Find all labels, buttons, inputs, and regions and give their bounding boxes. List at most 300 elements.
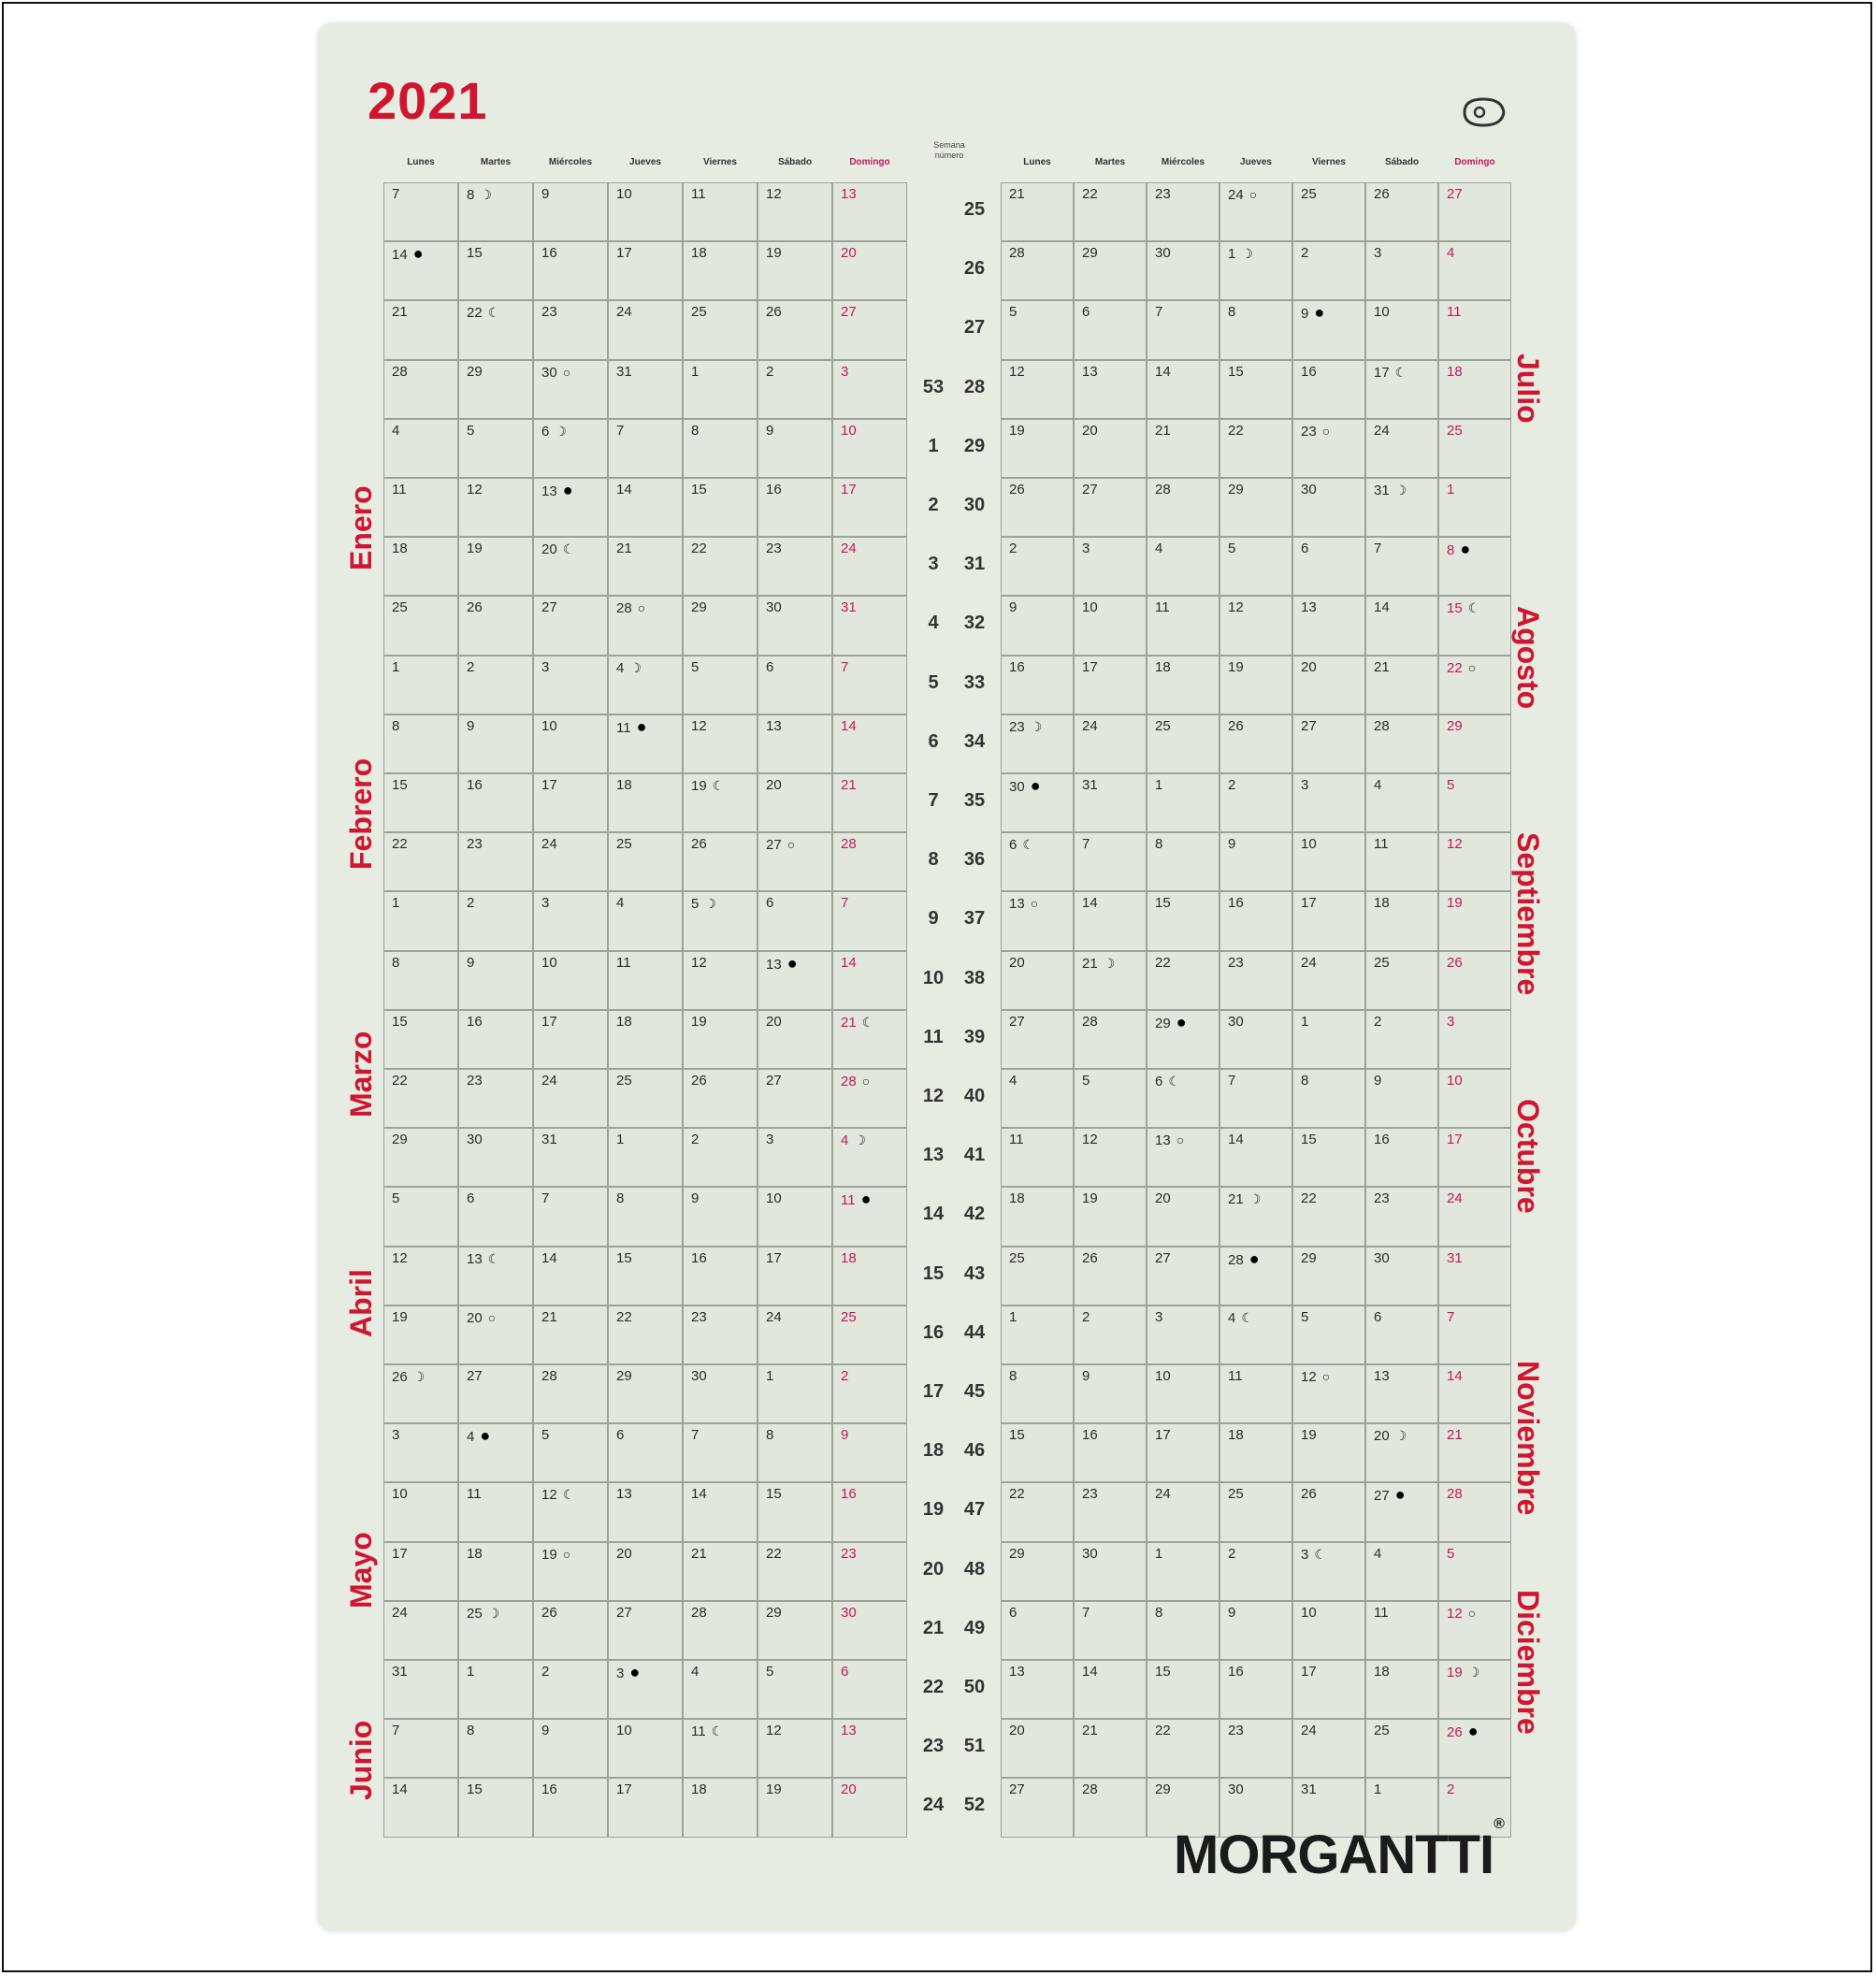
day-number: 22 — [392, 836, 408, 853]
right-day-cell — [1365, 1010, 1438, 1069]
day-number: 7 — [1082, 836, 1090, 853]
day-number: 1 — [616, 1132, 625, 1148]
right-day-cell — [1292, 1069, 1365, 1128]
right-day-cell — [1074, 537, 1147, 596]
right-day-cell — [1365, 300, 1438, 359]
left-day-cell — [533, 1542, 608, 1601]
week-number-right: 28 — [963, 376, 986, 397]
left-day-cell — [608, 1660, 683, 1719]
day-number: 1 — [1301, 1013, 1309, 1030]
day-number: 10 — [766, 1190, 782, 1207]
week-number-left: 20 — [922, 1558, 945, 1579]
day-number: 23 — [1301, 423, 1317, 440]
left-day-cell — [758, 1069, 832, 1128]
left-day-cell — [608, 1542, 683, 1601]
right-day-cell — [1365, 478, 1438, 537]
day-number: 5 — [467, 422, 475, 439]
day-number: 4 — [1155, 541, 1163, 557]
right-day-cell — [1074, 1719, 1147, 1778]
day-number: 2 — [1009, 541, 1017, 557]
day-number: 22 — [616, 1308, 632, 1325]
left-day-cell — [383, 1482, 458, 1541]
right-day-cell — [1219, 951, 1292, 1010]
day-number: 10 — [1374, 304, 1390, 321]
day-number: 27 — [1009, 1781, 1025, 1798]
left-day-cell — [832, 360, 907, 419]
day-number: 6 — [1009, 1604, 1017, 1621]
day-number: 14 — [1082, 895, 1098, 912]
month-label-right: Septiembre — [1511, 832, 1545, 996]
right-day-cell — [1147, 478, 1219, 537]
right-day-cell — [1438, 1305, 1511, 1364]
right-day-cell — [1438, 1660, 1511, 1719]
day-number: 11 — [1374, 836, 1389, 853]
moon-phase-icon: ☽ — [854, 1132, 866, 1148]
day-number: 3 — [1301, 1546, 1309, 1563]
day-number: 5 — [1447, 777, 1455, 793]
right-day-cell — [1438, 360, 1511, 419]
moon-phase-icon: ○ — [637, 600, 646, 616]
week-number-left: 7 — [928, 790, 939, 811]
day-number: 19 — [1447, 1665, 1463, 1680]
day-number: 28 — [841, 1074, 857, 1089]
week-number-right: 51 — [963, 1736, 986, 1757]
right-day-cell — [1147, 1660, 1219, 1719]
moon-phase-icon: ☾ — [562, 1487, 575, 1503]
left-header-4: Jueves — [629, 157, 661, 167]
right-header-6: Sábado — [1384, 157, 1420, 167]
left-day-cell — [608, 182, 683, 241]
day-number: 27 — [1082, 482, 1098, 498]
left-day-cell — [758, 1128, 832, 1187]
day-number: 6 — [1301, 541, 1309, 557]
day-number: 12 — [1228, 599, 1244, 616]
right-day-cell — [1147, 360, 1219, 419]
right-day-cell — [1365, 1364, 1438, 1423]
left-day-cell — [683, 1247, 758, 1305]
left-day-cell — [533, 1187, 608, 1246]
left-day-cell — [458, 1010, 533, 1069]
week-number-left: 24 — [922, 1795, 945, 1816]
left-day-cell — [533, 951, 608, 1010]
day-number: 7 — [1228, 1073, 1236, 1089]
left-day-cell — [832, 714, 907, 773]
day-number: 6 — [1082, 304, 1090, 321]
week-number-right: 47 — [963, 1499, 986, 1521]
day-number: 16 — [467, 1013, 483, 1030]
left-day-cell — [832, 1423, 907, 1482]
right-day-cell — [1147, 1423, 1219, 1482]
day-number: 30 — [691, 1368, 707, 1384]
right-day-cell — [1438, 1187, 1511, 1246]
right-day-cell — [1438, 1542, 1511, 1601]
right-day-cell — [1365, 891, 1438, 950]
day-number: 16 — [1228, 1664, 1244, 1680]
right-day-cell — [1001, 1069, 1074, 1128]
moon-phase-icon: ☾ — [1314, 1546, 1326, 1562]
month-label-right: Julio — [1511, 353, 1545, 424]
left-day-cell — [758, 360, 832, 419]
day-number: 5 — [541, 1427, 550, 1444]
day-number: 6 — [1374, 1308, 1382, 1325]
day-number: 18 — [1155, 658, 1171, 675]
left-day-cell — [533, 1719, 608, 1778]
right-day-cell — [1074, 1542, 1147, 1601]
day-number: 11 — [1447, 304, 1462, 321]
right-day-cell — [1147, 241, 1219, 300]
moon-phase-icon: ☾ — [1467, 600, 1480, 616]
left-day-cell — [608, 1305, 683, 1364]
day-number: 8 — [1447, 542, 1455, 559]
left-day-cell — [533, 1305, 608, 1364]
day-number: 15 — [691, 482, 707, 498]
left-day-cell — [458, 1482, 533, 1541]
moon-phase-icon: ☽ — [412, 1369, 426, 1384]
left-day-cell — [832, 1778, 907, 1837]
day-number: 25 — [1228, 1486, 1244, 1503]
day-number: 6 — [1155, 1074, 1163, 1089]
day-number: 26 — [1009, 482, 1025, 498]
day-number: 8 — [691, 422, 700, 439]
week-number-right: 37 — [963, 908, 986, 930]
day-number: 21 — [392, 304, 408, 321]
registered-mark: ® — [1494, 1815, 1504, 1832]
day-number: 12 — [467, 482, 483, 498]
left-day-cell — [758, 1010, 832, 1069]
moon-phase-icon: ● — [1030, 776, 1041, 795]
left-day-cell — [608, 1778, 683, 1837]
right-day-cell — [1219, 419, 1292, 478]
week-number-right: 44 — [963, 1321, 986, 1343]
left-day-cell — [683, 360, 758, 419]
left-day-cell — [683, 241, 758, 300]
day-number: 12 — [541, 1487, 557, 1504]
day-number: 9 — [467, 954, 475, 971]
week-number-left: 4 — [928, 613, 939, 634]
right-day-cell — [1219, 478, 1292, 537]
left-day-cell — [458, 951, 533, 1010]
right-day-cell — [1365, 419, 1438, 478]
right-day-cell — [1001, 1660, 1074, 1719]
day-number: 22 — [467, 305, 483, 322]
day-number: 22 — [766, 1545, 782, 1562]
left-day-cell — [832, 1305, 907, 1364]
right-day-cell — [1001, 1187, 1074, 1246]
right-header-2: Martes — [1094, 157, 1126, 167]
right-day-cell — [1365, 241, 1438, 300]
right-header-1: Lunes — [1023, 157, 1051, 167]
day-number: 18 — [616, 1013, 632, 1030]
left-day-cell — [608, 419, 683, 478]
day-number: 21 — [1374, 658, 1390, 675]
day-number: 20 — [541, 541, 557, 558]
left-day-cell — [832, 1482, 907, 1541]
left-day-cell — [383, 1542, 458, 1601]
right-day-cell — [1219, 1601, 1292, 1660]
right-day-cell — [1219, 241, 1292, 300]
left-day-cell — [458, 1601, 533, 1660]
day-number: 3 — [392, 1427, 400, 1444]
left-day-cell — [832, 1069, 907, 1128]
moon-phase-icon: ☾ — [562, 541, 575, 557]
week-number-left: 1 — [928, 435, 939, 456]
left-header-5: Viernes — [703, 157, 737, 167]
week-number-left: 10 — [922, 967, 945, 988]
left-day-cell — [608, 300, 683, 359]
right-day-cell — [1292, 182, 1365, 241]
day-number: 22 — [691, 541, 707, 557]
moon-phase-icon: ○ — [562, 364, 571, 380]
left-day-cell — [458, 1660, 533, 1719]
moon-phase-icon: ☾ — [711, 1724, 724, 1739]
right-day-cell — [1001, 1305, 1074, 1364]
moon-phase-icon: ○ — [487, 1309, 497, 1325]
day-number: 13 — [766, 956, 782, 973]
left-header-1: Lunes — [407, 157, 435, 167]
day-number: 23 — [766, 541, 782, 557]
day-number: 9 — [1009, 599, 1017, 616]
moon-phase-icon: ☾ — [1241, 1309, 1253, 1325]
day-number: 30 — [1374, 1249, 1390, 1266]
right-day-cell — [1219, 891, 1292, 950]
day-number: 31 — [1301, 1781, 1317, 1798]
day-number: 28 — [1155, 482, 1171, 498]
day-number: 28 — [1447, 1486, 1463, 1503]
left-day-cell — [683, 1010, 758, 1069]
left-day-cell — [608, 951, 683, 1010]
day-number: 9 — [766, 422, 774, 439]
day-number: 6 — [616, 1427, 625, 1444]
left-day-cell — [383, 241, 458, 300]
right-day-cell — [1074, 714, 1147, 773]
day-number: 29 — [1228, 482, 1244, 498]
week-number-left: 22 — [922, 1677, 945, 1697]
right-day-cell — [1219, 300, 1292, 359]
day-number: 7 — [1374, 541, 1382, 557]
left-day-cell — [608, 1247, 683, 1305]
day-number: 14 — [1447, 1368, 1463, 1384]
week-number-left: 21 — [922, 1617, 945, 1638]
day-number: 19 — [1447, 895, 1463, 912]
day-number: 22 — [1301, 1190, 1317, 1207]
day-number: 17 — [1155, 1427, 1171, 1444]
right-day-cell — [1219, 656, 1292, 714]
day-number: 1 — [1374, 1781, 1382, 1798]
right-day-cell — [1074, 182, 1147, 241]
left-day-cell — [458, 360, 533, 419]
day-number: 27 — [766, 837, 782, 854]
left-day-cell — [533, 1423, 608, 1482]
right-day-cell — [1292, 241, 1365, 300]
day-number: 15 — [1301, 1132, 1317, 1148]
moon-phase-icon: ○ — [786, 837, 796, 853]
day-number: 23 — [467, 836, 483, 853]
week-number-right: 42 — [963, 1204, 986, 1225]
left-day-cell — [533, 478, 608, 537]
right-day-cell — [1365, 1128, 1438, 1187]
day-number: 12 — [1447, 836, 1463, 853]
right-day-cell — [1438, 656, 1511, 714]
left-day-cell — [608, 1187, 683, 1246]
left-day-cell — [458, 1719, 533, 1778]
day-number: 10 — [392, 1486, 408, 1503]
right-day-cell — [1292, 1010, 1365, 1069]
day-number: 31 — [841, 599, 857, 616]
left-day-cell — [608, 1423, 683, 1482]
left-day-cell — [383, 1364, 458, 1423]
left-day-cell — [832, 241, 907, 300]
right-day-cell — [1292, 951, 1365, 1010]
moon-phase-icon: ☾ — [1022, 837, 1034, 853]
left-day-cell — [458, 1128, 533, 1187]
week-number-right: 41 — [963, 1145, 986, 1166]
right-day-cell — [1219, 1247, 1292, 1305]
left-day-cell — [683, 951, 758, 1010]
left-day-cell — [832, 537, 907, 596]
right-day-cell — [1365, 1069, 1438, 1128]
day-number: 17 — [541, 777, 557, 793]
left-day-cell — [608, 1010, 683, 1069]
right-day-cell — [1074, 656, 1147, 714]
right-day-cell — [1292, 1482, 1365, 1541]
day-number: 23 — [1009, 718, 1025, 735]
day-number: 29 — [392, 1132, 408, 1148]
day-number: 29 — [1447, 717, 1463, 734]
day-number: 22 — [1447, 659, 1463, 676]
right-day-cell — [1219, 1482, 1292, 1541]
moon-phase-icon: ○ — [1176, 1132, 1185, 1148]
week-number-right: 50 — [963, 1677, 986, 1697]
day-number: 19 — [766, 245, 782, 262]
day-number: 22 — [1082, 186, 1098, 202]
moon-phase-icon: ○ — [861, 1074, 871, 1089]
left-day-cell — [683, 596, 758, 655]
day-number: 30 — [1082, 1545, 1098, 1562]
day-number: 13 — [1301, 599, 1317, 616]
left-day-cell — [832, 419, 907, 478]
right-day-cell — [1001, 596, 1074, 655]
day-number: 4 — [392, 422, 400, 439]
month-label-right: Agosto — [1511, 606, 1545, 710]
right-day-cell — [1438, 951, 1511, 1010]
day-number: 29 — [691, 599, 707, 616]
left-day-cell — [758, 1305, 832, 1364]
right-day-cell — [1074, 360, 1147, 419]
right-day-cell — [1001, 1128, 1074, 1187]
right-day-cell — [1365, 537, 1438, 596]
left-day-cell — [832, 656, 907, 714]
day-number: 28 — [392, 363, 408, 380]
day-number: 5 — [1447, 1545, 1455, 1562]
left-day-cell — [533, 182, 608, 241]
left-day-cell — [832, 1542, 907, 1601]
day-number: 14 — [1374, 599, 1390, 616]
right-day-cell — [1147, 1542, 1219, 1601]
moon-phase-icon: ☽ — [487, 1605, 500, 1621]
right-day-cell — [1147, 951, 1219, 1010]
day-number: 16 — [1228, 895, 1244, 912]
day-number: 21 — [1447, 1427, 1463, 1444]
day-number: 9 — [691, 1190, 700, 1207]
day-number: 2 — [1447, 1781, 1455, 1798]
day-number: 23 — [467, 1073, 483, 1089]
week-number-right: 32 — [963, 613, 986, 634]
day-number: 1 — [392, 658, 400, 675]
day-number: 9 — [1374, 1073, 1382, 1089]
left-day-cell — [832, 1364, 907, 1423]
day-number: 18 — [1228, 1427, 1244, 1444]
week-number-right: 30 — [963, 495, 986, 515]
right-day-cell — [1074, 1660, 1147, 1719]
right-day-cell — [1219, 1128, 1292, 1187]
right-day-cell — [1147, 1010, 1219, 1069]
day-number: 29 — [1155, 1781, 1171, 1798]
day-number: 11 — [1374, 1604, 1389, 1621]
day-number: 1 — [1228, 246, 1236, 263]
day-number: 23 — [691, 1308, 707, 1325]
day-number: 25 — [1374, 1723, 1390, 1739]
left-day-cell — [683, 1364, 758, 1423]
day-number: 6 — [467, 1190, 475, 1207]
day-number: 7 — [1155, 304, 1163, 321]
week-number-left: 18 — [922, 1440, 945, 1462]
right-day-cell — [1001, 478, 1074, 537]
left-day-cell — [683, 1601, 758, 1660]
left-day-cell — [758, 951, 832, 1010]
left-day-cell — [458, 300, 533, 359]
day-number: 11 — [467, 1486, 482, 1503]
day-number: 15 — [467, 245, 483, 262]
day-number: 8 — [616, 1190, 625, 1207]
month-label-left: Marzo — [344, 1031, 378, 1118]
day-number: 20 — [766, 1013, 782, 1030]
day-number: 19 — [691, 1013, 707, 1030]
day-number: 22 — [1009, 1486, 1025, 1503]
day-number: 25 — [616, 836, 632, 853]
day-number: 15 — [1155, 895, 1171, 912]
day-number: 5 — [1082, 1073, 1090, 1089]
right-day-cell — [1438, 1128, 1511, 1187]
day-number: 30 — [1228, 1013, 1244, 1030]
right-day-cell — [1365, 1719, 1438, 1778]
left-day-cell — [458, 1778, 533, 1837]
right-day-cell — [1001, 360, 1074, 419]
day-number: 15 — [1447, 600, 1463, 617]
right-day-cell — [1438, 1010, 1511, 1069]
day-number: 31 — [541, 1132, 557, 1148]
left-day-cell — [458, 773, 533, 832]
left-header-3: Miércoles — [548, 157, 593, 167]
right-day-cell — [1365, 1247, 1438, 1305]
day-number: 24 — [1374, 422, 1390, 439]
month-label-left: Junio — [344, 1720, 378, 1800]
right-day-cell — [1074, 832, 1147, 891]
day-number: 10 — [616, 1723, 632, 1739]
day-number: 17 — [1301, 1664, 1317, 1680]
moon-phase-icon: ☾ — [487, 305, 500, 321]
moon-phase-icon: ☽ — [1394, 483, 1407, 498]
week-number-right: 35 — [963, 790, 986, 811]
day-number: 1 — [392, 895, 400, 912]
right-day-cell — [1001, 1364, 1074, 1423]
day-number: 27 — [1155, 1249, 1171, 1266]
day-number: 8 — [1301, 1073, 1309, 1089]
left-day-cell — [758, 596, 832, 655]
left-day-cell — [608, 596, 683, 655]
right-day-cell — [1292, 773, 1365, 832]
day-number: 26 — [1447, 1724, 1463, 1741]
right-day-cell — [1147, 1305, 1219, 1364]
